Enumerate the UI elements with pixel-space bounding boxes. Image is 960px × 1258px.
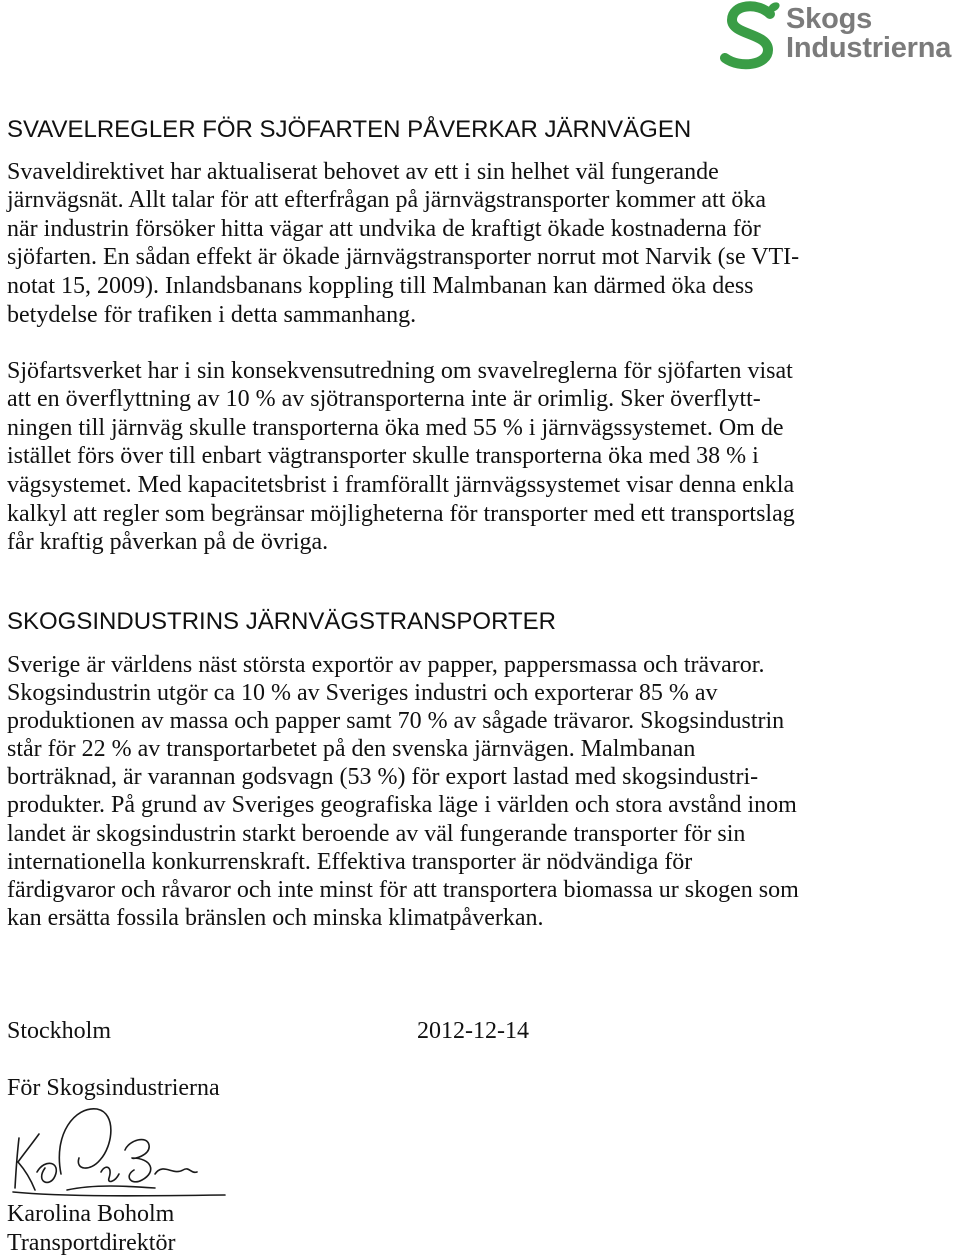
- signatory-name: Karolina Boholm: [7, 1201, 175, 1227]
- skogsindustrierna-logo-icon: [716, 0, 784, 70]
- paragraph-line: Sverige är världens näst största exportör av papper, pappersmassa och trävaror.: [7, 652, 765, 678]
- paragraph-line: sjöfarten. En sådan effekt är ökade järnvägstransporter norrut mot Narvik (se VTI-: [7, 244, 800, 271]
- paragraph-line: produktionen av massa och papper samt 70 % av sågade trävaror. Skogsindustrin: [7, 708, 785, 735]
- paragraph-line: järnvägsnät. Allt talar för att efterfrågan på järnvägstransporter kommer att öka: [7, 187, 767, 214]
- paragraph-line: ningen till järnväg skulle transporterna öka med 55 % i järnvägssystemet. Om de: [7, 414, 784, 441]
- closing-place: Stockholm: [7, 1018, 112, 1044]
- section-heading-svavelregler: SVAVELREGLER FÖR SJÖFARTEN PÅVERKAR JÄRNVÄGEN: [7, 116, 692, 143]
- paragraph-line: kalkyl att regler som begränsar möjligheterna för transporter med ett transportslag: [7, 500, 795, 527]
- closing-on-behalf: För Skogsindustrierna: [7, 1075, 220, 1101]
- paragraph-line: notat 15, 2009). Inlandsbanans koppling till Malmbanan kan därmed öka dess: [7, 272, 754, 299]
- section-heading-jarnvagstransporter: SKOGSINDUSTRINS JÄRNVÄGSTRANSPORTER: [7, 608, 556, 635]
- paragraph-line: står för 22 % av transportarbetet på den svenska järnvägen. Malmbanan: [7, 736, 696, 763]
- paragraph-line: färdigvaror och råvaror och inte minst för att transportera biomassa ur skogen som: [7, 876, 799, 903]
- paragraph-line: produkter. På grund av Sveriges geografiska läge i världen och stora avstånd inom: [7, 792, 797, 819]
- signatory-title: Transportdirektör: [7, 1230, 176, 1256]
- paragraph-svaveldirektivet: [7, 158, 799, 330]
- paragraph-line: att en överflyttning av 10 % av sjötransporterna inte är orimlig. Sker överflytt-: [7, 386, 761, 413]
- paragraph-line: internationella konkurrenskraft. Effektiva transporter är nödvändiga för: [7, 848, 693, 875]
- paragraph-line: får kraftig påverkan på de övriga.: [7, 529, 329, 556]
- paragraph-line: Svaveldirektivet har aktualiserat behovet av ett i sin helhet väl fungerande: [7, 158, 719, 185]
- paragraph-line: kan ersätta fossila bränslen och minska klimatpåverkan.: [7, 904, 544, 931]
- paragraph-line: borträknad, är varannan godsvagn (53 %) för export lastad med skogsindustri-: [7, 764, 759, 791]
- paragraph-skogsindustrin: [7, 651, 799, 932]
- paragraph-line: landet är skogsindustrin starkt beroende av väl fungerande transporter för sin: [7, 820, 746, 847]
- paragraph-line: betydelse för trafiken i detta sammanhang.: [7, 301, 417, 328]
- paragraph-line: när industrin försöker hitta vägar att undvika de kraftigt ökade kostnaderna för: [7, 215, 761, 242]
- paragraph-line: istället förs över till enbart vägtransporter skulle transporterna öka med 38 % i: [7, 443, 759, 470]
- paragraph-line: vägsystemet. Med kapacitetsbrist i framförallt järnvägssystemet visar denna enkla: [7, 472, 795, 499]
- paragraph-sjofartsverket: [7, 357, 795, 557]
- paragraph-line: Skogsindustrin utgör ca 10 % av Sveriges industri och exporterar 85 % av: [7, 680, 718, 707]
- paragraph-line: Sjöfartsverket har i sin konsekvensutredning om svavelreglerna för sjöfarten visat: [7, 357, 793, 384]
- logo-text-skogs: Skogs: [786, 3, 873, 35]
- closing-date: 2012-12-14: [417, 1018, 529, 1044]
- handwritten-signature: [5, 1100, 227, 1200]
- logo-text-industrierna: Industrierna: [786, 32, 952, 64]
